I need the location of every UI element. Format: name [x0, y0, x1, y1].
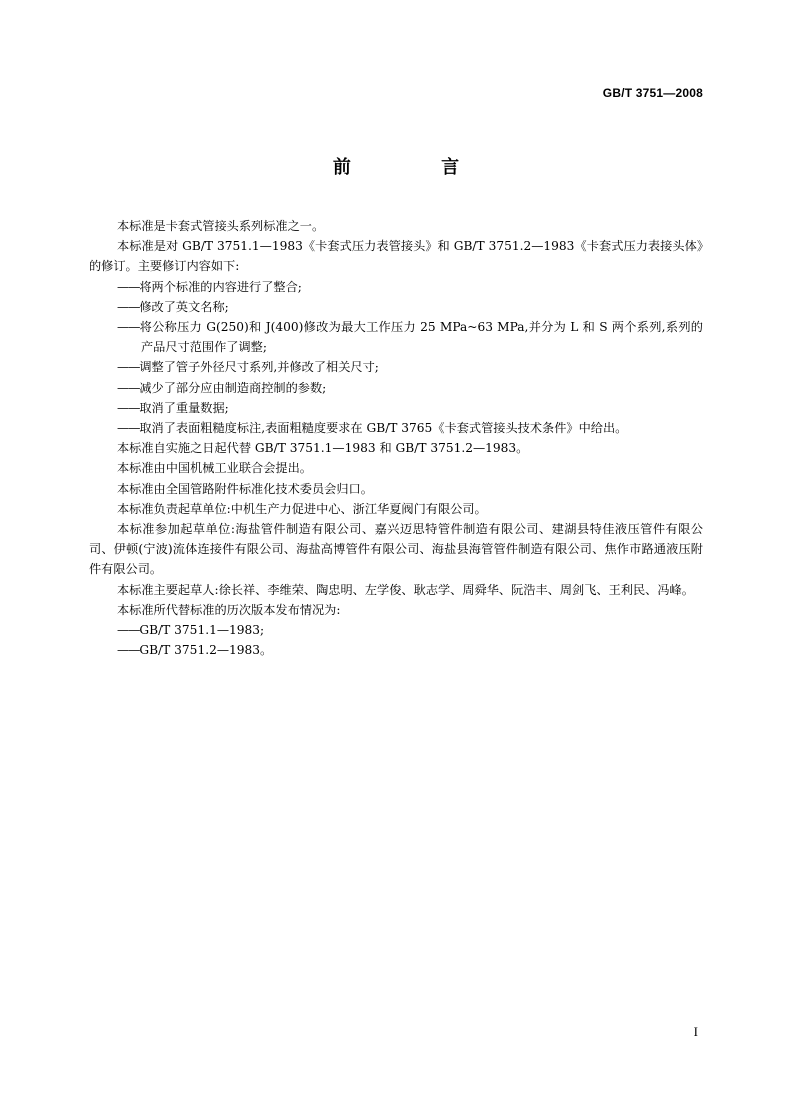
change-text: 减少了部分应由制造商控制的参数;	[139, 380, 327, 395]
change-item	[89, 378, 703, 398]
paragraph: 本标准由中国机械工业联合会提出。	[117, 461, 312, 476]
paragraph: 本标准由全国管路附件标准化技术委员会归口。	[117, 481, 373, 496]
change-text: 将两个标准的内容进行了整合;	[139, 279, 302, 294]
paragraph: 本标准自实施之日起代替 GB/T 3751.1—1983 和 GB/T 3751.2—1983。	[117, 441, 529, 456]
change-text: 取消了表面粗糙度标注,表面粗糙度要求在 GB/T 3765《卡套式管接头技术条件》中给出。	[139, 421, 628, 436]
change-text: 修改了英文名称;	[139, 299, 229, 314]
paragraph: 本标准是卡套式管接头系列标准之一。	[117, 219, 325, 233]
paragraph: 本标准负责起草单位:中机生产力促进中心、浙江华夏阀门有限公司。	[117, 501, 487, 516]
dash-marker: ——	[117, 299, 140, 314]
dash-marker: ——	[117, 380, 140, 395]
paragraph: 本标准是对 GB/T 3751.1—1983《卡套式压力表管接头》和 GB/T 3751.2—1983《卡套式压力表接头体》的修订。主要修订内容如下:	[89, 239, 703, 274]
superseded-item	[89, 640, 703, 660]
change-item	[89, 357, 703, 377]
change-text: 取消了重量数据;	[139, 400, 229, 415]
dash-marker: ——	[117, 360, 140, 375]
paragraph: 本标准主要起草人:徐长祥、李维荣、陶忠明、左学俊、耿志学、周舜华、阮浩丰、周剑飞、王利民、冯峰。	[117, 582, 694, 597]
page-number: I	[693, 1024, 698, 1039]
change-item	[89, 297, 703, 317]
dash-marker: ——	[117, 400, 140, 415]
change-item	[89, 317, 703, 357]
change-text: 将公称压力 G(250)和 J(400)修改为最大工作压力 25 MPa~63 MPa,并分为 L 和 S 两个系列,系列的产品尺寸范围作了调整;	[139, 320, 703, 355]
foreword-body	[89, 216, 703, 660]
page-title: 前 言	[332, 157, 502, 178]
paragraph: 本标准参加起草单位:海盐管件制造有限公司、嘉兴迈思特管件制造有限公司、建湖县特佳液压管件有限公司、伊顿(宁波)流体连接件有限公司、海盐高博管件有限公司、海盐县海管管件制造有限公司、焦作市路通液压附件有限公司。	[89, 522, 703, 577]
change-item	[89, 418, 703, 438]
paragraph: 本标准所代替标准的历次版本发布情况为:	[117, 602, 341, 617]
dash-marker: ——	[117, 421, 140, 436]
dash-marker: ——	[117, 279, 140, 294]
dash-marker: ——	[117, 623, 140, 638]
standard-code: GB/T 3751—2008	[602, 86, 703, 100]
superseded-item	[89, 620, 703, 640]
change-item	[89, 277, 703, 297]
change-text: 调整了管子外径尺寸系列,并修改了相关尺寸;	[139, 360, 379, 375]
superseded-text: GB/T 3751.1—1983;	[139, 623, 265, 638]
dash-marker: ——	[117, 643, 140, 658]
superseded-text: GB/T 3751.2—1983。	[139, 643, 273, 658]
change-item	[89, 398, 703, 418]
dash-marker: ——	[117, 320, 140, 335]
